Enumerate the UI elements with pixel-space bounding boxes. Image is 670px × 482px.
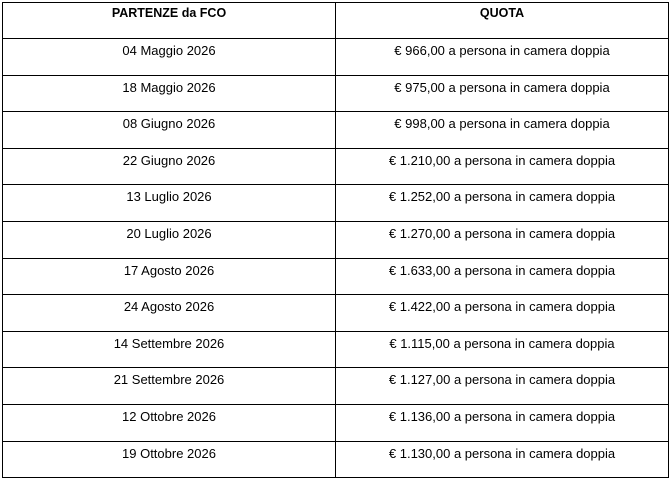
- table-row: [3, 404, 669, 441]
- departure-date-cell: 08 Giugno 2026: [3, 112, 336, 149]
- departure-date-cell: 12 Ottobre 2026: [3, 404, 336, 441]
- table-row: [3, 148, 669, 185]
- departure-date-cell: 20 Luglio 2026: [3, 221, 336, 258]
- departure-date-cell: 13 Luglio 2026: [3, 185, 336, 222]
- price-cell: € 1.136,00 a persona in camera doppia: [336, 404, 669, 441]
- departure-date-cell: 24 Agosto 2026: [3, 295, 336, 332]
- price-cell: € 1.633,00 a persona in camera doppia: [336, 258, 669, 295]
- table-row: [3, 441, 669, 478]
- header-price: QUOTA: [336, 3, 669, 39]
- table-row: [3, 368, 669, 405]
- table-row: [3, 112, 669, 149]
- price-cell: € 1.130,00 a persona in camera doppia: [336, 441, 669, 478]
- departure-date-cell: 19 Ottobre 2026: [3, 441, 336, 478]
- departure-date-cell: 18 Maggio 2026: [3, 75, 336, 112]
- price-cell: € 1.127,00 a persona in camera doppia: [336, 368, 669, 405]
- departure-date-cell: 21 Settembre 2026: [3, 368, 336, 405]
- departure-date-cell: 17 Agosto 2026: [3, 258, 336, 295]
- price-cell: € 1.422,00 a persona in camera doppia: [336, 295, 669, 332]
- price-cell: € 1.210,00 a persona in camera doppia: [336, 148, 669, 185]
- table-row: [3, 295, 669, 332]
- departure-date-cell: 14 Settembre 2026: [3, 331, 336, 368]
- table-header-row: [3, 3, 669, 39]
- departures-price-table: [2, 2, 669, 478]
- departure-date-cell: 04 Maggio 2026: [3, 39, 336, 76]
- table-row: [3, 75, 669, 112]
- price-cell: € 1.252,00 a persona in camera doppia: [336, 185, 669, 222]
- header-departures: PARTENZE da FCO: [3, 3, 336, 39]
- table-row: [3, 185, 669, 222]
- price-cell: € 966,00 a persona in camera doppia: [336, 39, 669, 76]
- table-row: [3, 258, 669, 295]
- price-cell: € 1.115,00 a persona in camera doppia: [336, 331, 669, 368]
- price-cell: € 975,00 a persona in camera doppia: [336, 75, 669, 112]
- departure-date-cell: 22 Giugno 2026: [3, 148, 336, 185]
- price-cell: € 998,00 a persona in camera doppia: [336, 112, 669, 149]
- price-cell: € 1.270,00 a persona in camera doppia: [336, 221, 669, 258]
- table-row: [3, 221, 669, 258]
- table-row: [3, 331, 669, 368]
- table-row: [3, 39, 669, 76]
